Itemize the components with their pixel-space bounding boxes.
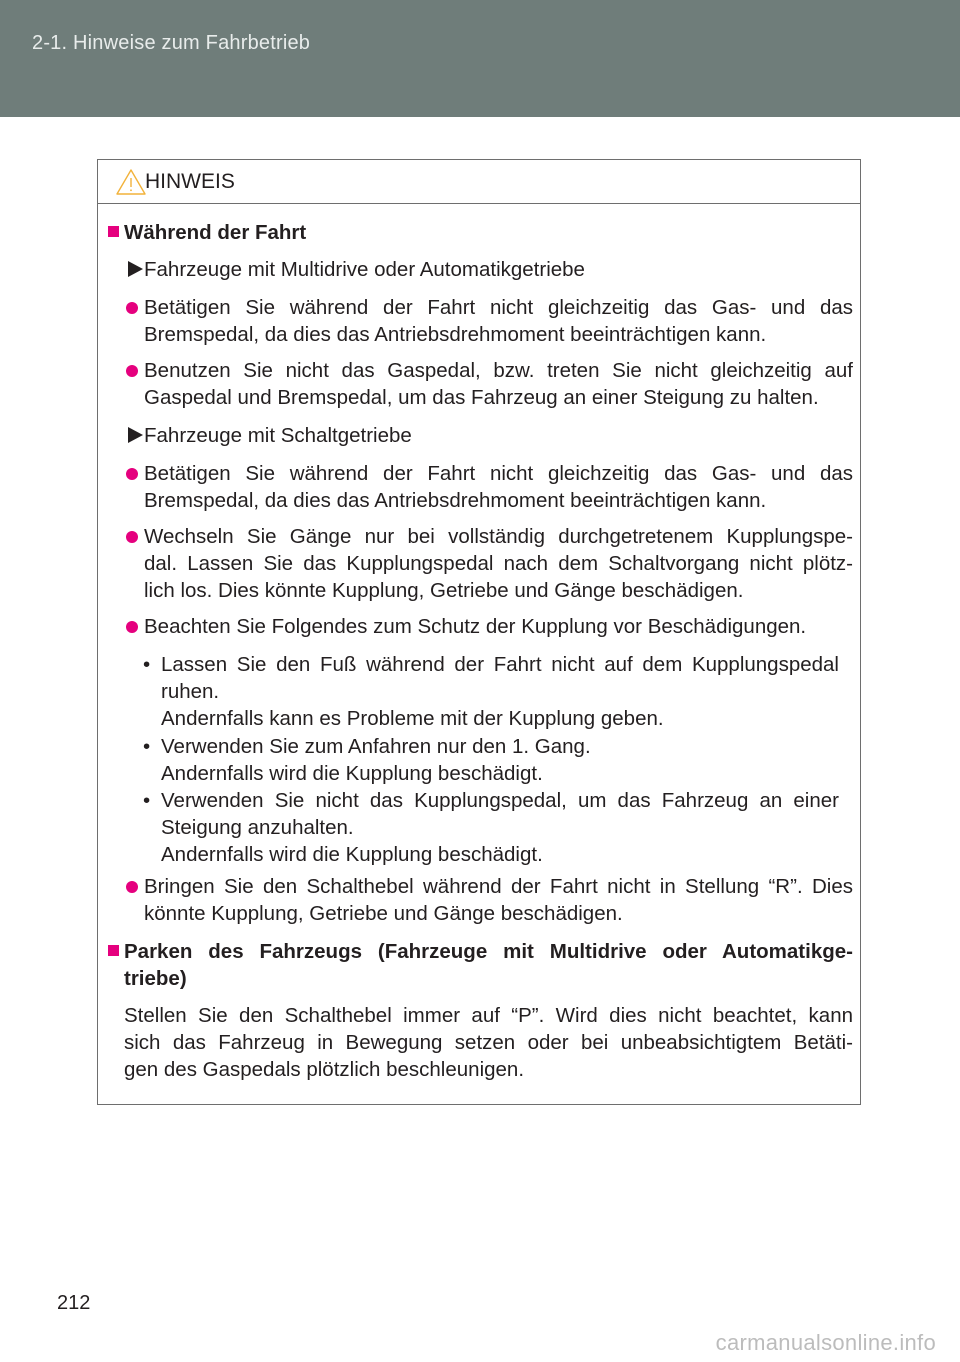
- bullet-text: Betätigen Sie während der Fahrt nicht gleichzeitig das Gas- und das: [144, 462, 853, 485]
- bullet-text: Gaspedal und Bremspedal, um das Fahrzeug an einer Steigung zu halten.: [144, 386, 819, 409]
- sub-item-text: Andernfalls kann es Probleme mit der Kupplung geben.: [161, 707, 664, 730]
- bullet-dot-icon: [126, 881, 138, 893]
- paragraph-text: sich das Fahrzeug in Bewegung setzen oder bei unbeabsichtigtem Betäti-: [124, 1031, 853, 1054]
- bullet-dot-icon: [126, 302, 138, 314]
- bullet-text: Wechseln Sie Gänge nur bei vollständig durchgetretenem Kupplungspe-: [144, 525, 853, 548]
- sub-item-text: ruhen.: [161, 680, 220, 703]
- sub-item-dot: •: [143, 735, 151, 758]
- bullet-dot-icon: [126, 365, 138, 377]
- group-label-automatic: Fahrzeuge mit Multidrive oder Automatikgetriebe: [144, 258, 585, 281]
- section-heading-parking: triebe): [124, 967, 187, 990]
- bullet-text: lich los. Dies könnte Kupplung, Getriebe und Gänge beschädigen.: [144, 579, 744, 602]
- notice-box: [97, 159, 861, 1105]
- group-label-manual: Fahrzeuge mit Schaltgetriebe: [144, 424, 412, 447]
- notice-content: [98, 160, 860, 1104]
- section-square-bullet: [108, 945, 119, 956]
- bullet-text: dal. Lassen Sie das Kupplungspedal nach dem Schaltvorgang nicht plötz-: [144, 552, 853, 575]
- bullet-text: Beachten Sie Folgendes zum Schutz der Kupplung vor Beschädigungen.: [144, 615, 807, 638]
- page-number: 212: [57, 1292, 91, 1314]
- section-heading-driving: Während der Fahrt: [124, 221, 307, 244]
- bullet-dot-icon: [126, 621, 138, 633]
- sub-item-text: Verwenden Sie nicht das Kupplungspedal, um das Fahrzeug an einer: [161, 789, 839, 812]
- paragraph-text: Stellen Sie den Schalthebel immer auf “P”. Wird dies nicht beachtet, kann: [124, 1004, 853, 1027]
- sub-item-text: Andernfalls wird die Kupplung beschädigt.: [161, 843, 543, 866]
- bullet-text: Bremspedal, da dies das Antriebsdrehmoment beeinträchtigen kann.: [144, 323, 767, 346]
- paragraph-text: gen des Gaspedals plötzlich beschleunigen.: [124, 1058, 525, 1081]
- bullet-dot-icon: [126, 468, 138, 480]
- sub-item-text: Verwenden Sie zum Anfahren nur den 1. Gang.: [161, 735, 591, 758]
- sub-item-text: Andernfalls wird die Kupplung beschädigt.: [161, 762, 543, 785]
- header-band: [0, 0, 960, 117]
- bullet-text: Bringen Sie den Schalthebel während der Fahrt nicht in Stellung “R”. Dies: [144, 875, 853, 898]
- bullet-dot-icon: [126, 531, 138, 543]
- triangle-marker-icon: [128, 261, 143, 277]
- section-square-bullet: [108, 226, 119, 237]
- triangle-marker-icon: [128, 427, 143, 443]
- watermark: carmanualsonline.info: [715, 1330, 936, 1355]
- notice-title: HINWEIS: [145, 170, 235, 193]
- sub-item-text: Steigung anzuhalten.: [161, 816, 354, 839]
- sub-item-text: Lassen Sie den Fuß während der Fahrt nicht auf dem Kupplungspedal: [161, 653, 839, 676]
- bullet-text: Benutzen Sie nicht das Gaspedal, bzw. treten Sie nicht gleichzeitig auf: [144, 359, 853, 382]
- bullet-text: Betätigen Sie während der Fahrt nicht gleichzeitig das Gas- und das: [144, 296, 853, 319]
- section-title: 2-1. Hinweise zum Fahrbetrieb: [32, 32, 311, 54]
- bullet-text: Bremspedal, da dies das Antriebsdrehmoment beeinträchtigen kann.: [144, 489, 767, 512]
- sub-item-dot: •: [143, 789, 151, 812]
- sub-item-dot: •: [143, 653, 151, 676]
- section-heading-parking: Parken des Fahrzeugs (Fahrzeuge mit Multidrive oder Automatikge-: [124, 940, 853, 963]
- bullet-text: könnte Kupplung, Getriebe und Gänge beschädigen.: [144, 902, 623, 925]
